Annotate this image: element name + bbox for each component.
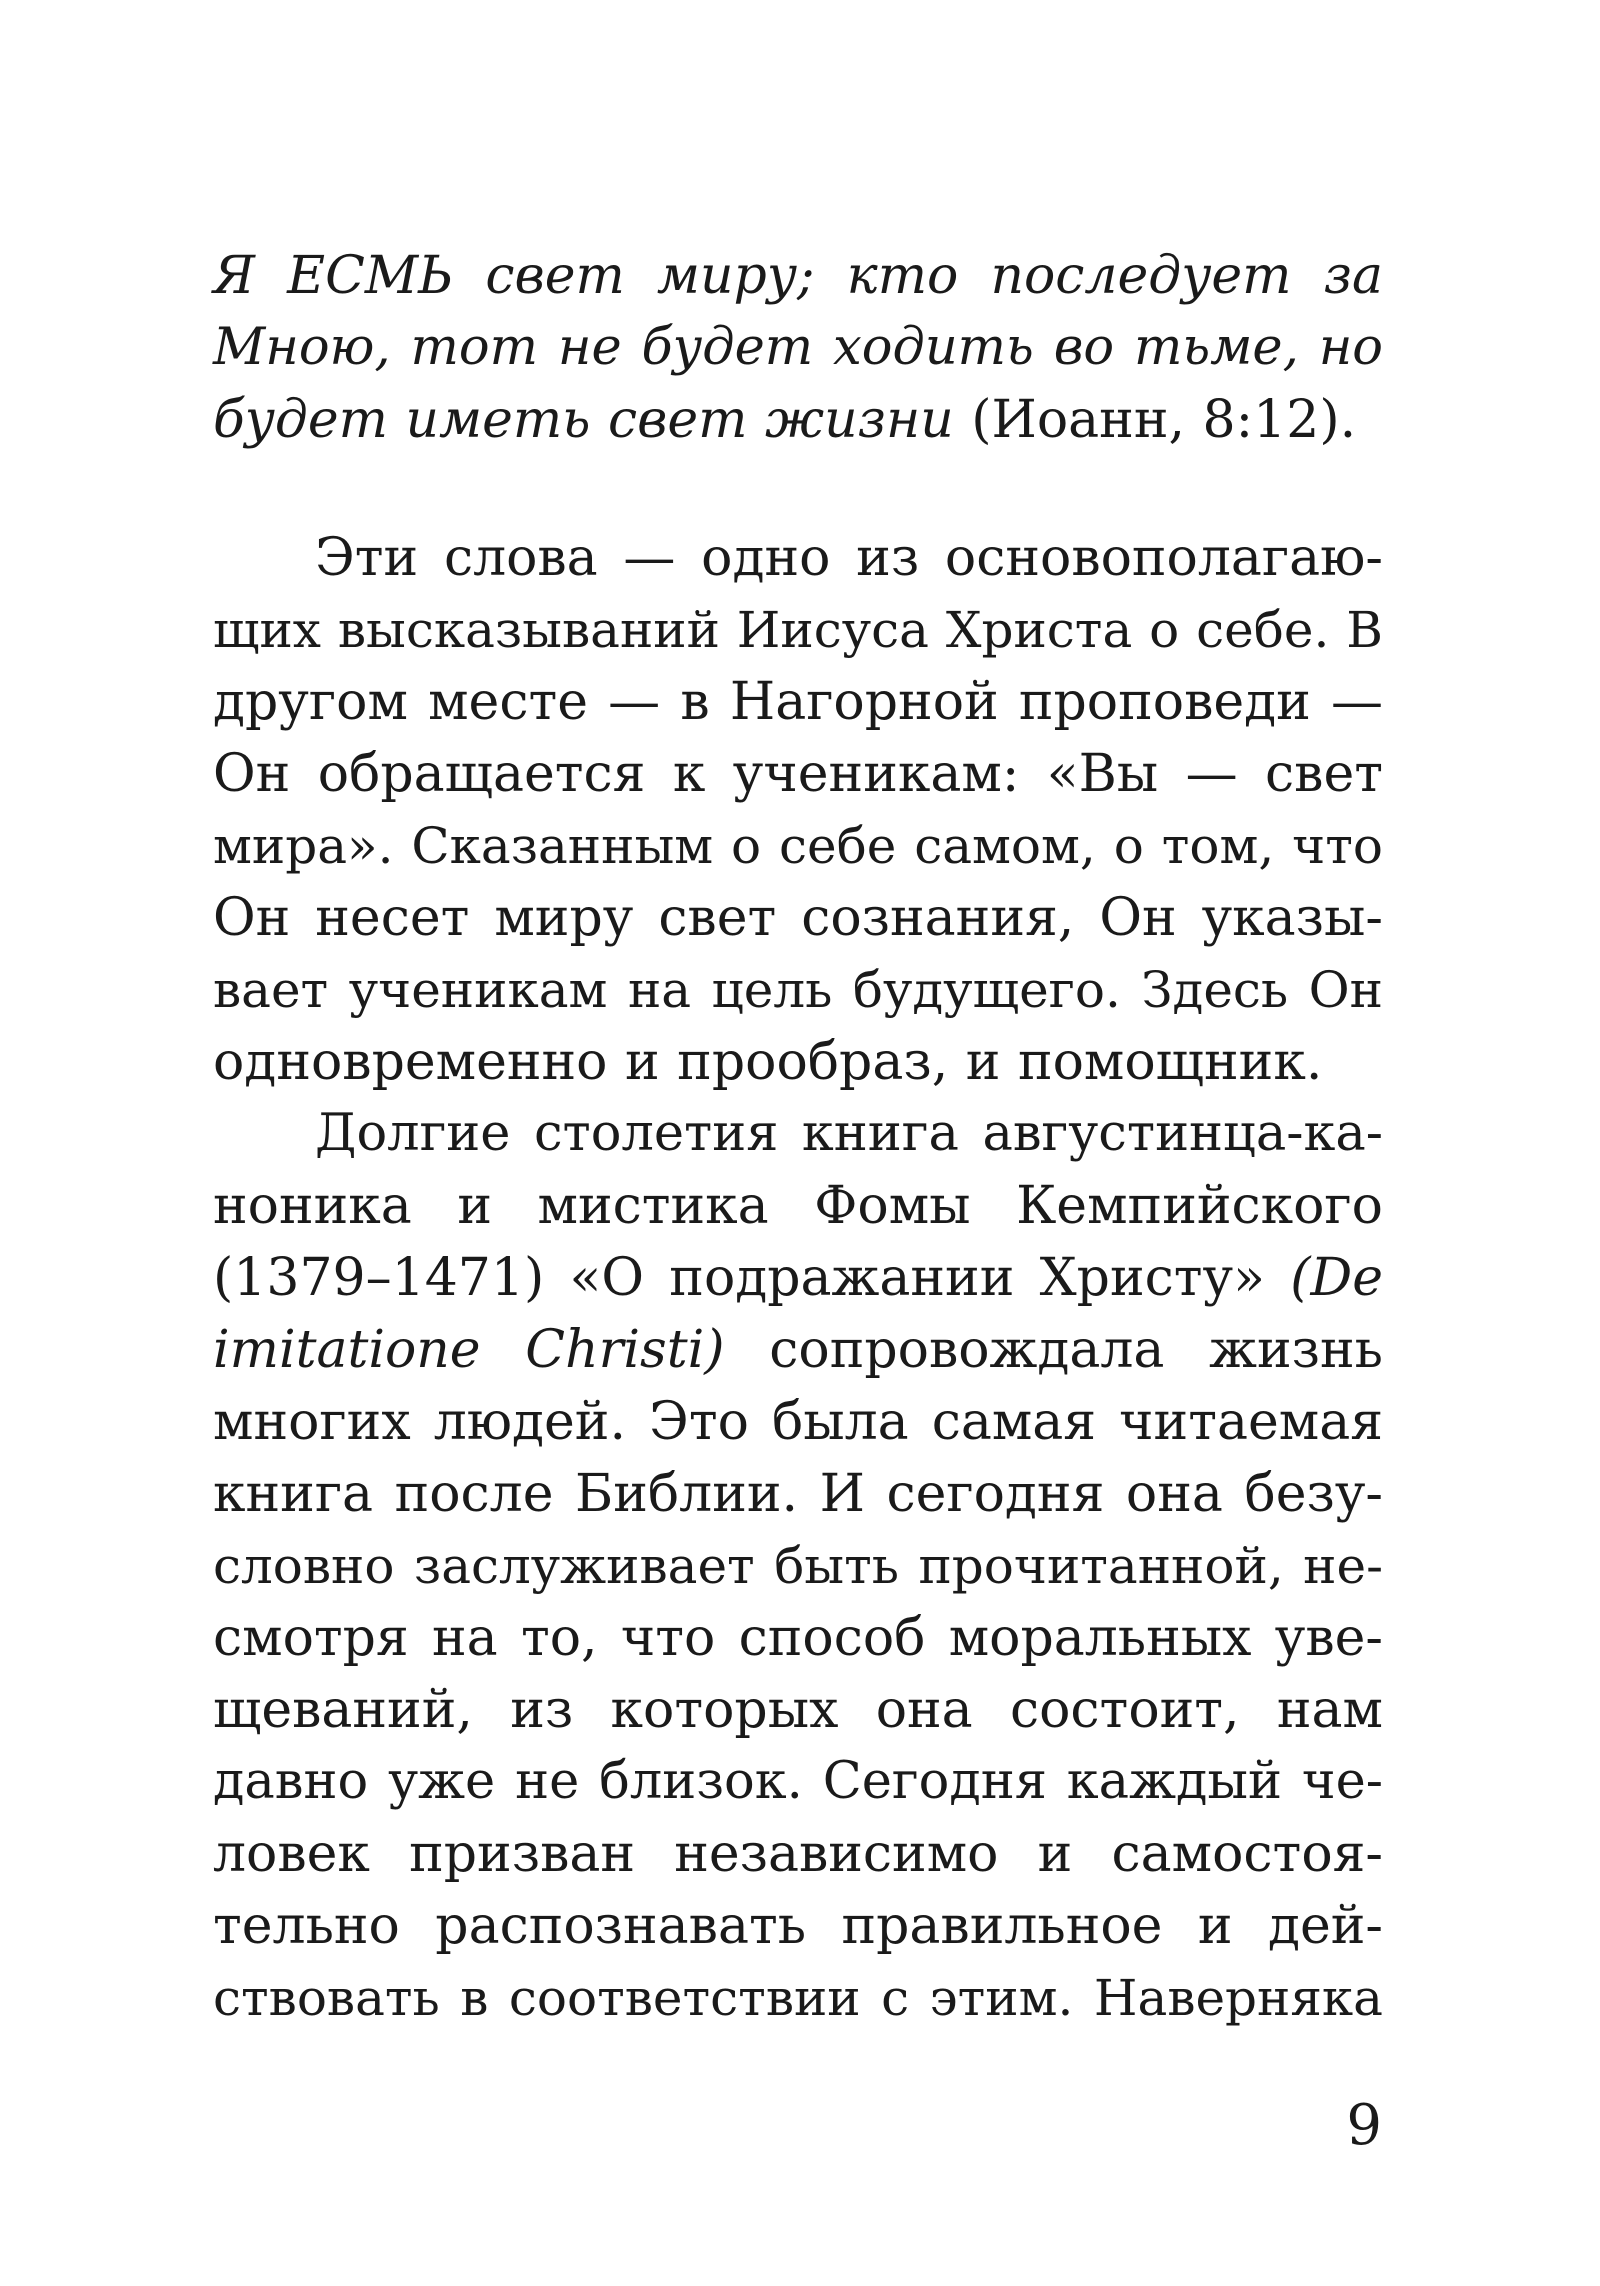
- paragraph-line: вает ученикам на цель будущего. Здесь Он: [213, 961, 1383, 1019]
- book-title-text: (1379–1471) «О подражании Христу»: [213, 1248, 1291, 1308]
- epigraph-quote-end: будет иметь свет жизни: [213, 390, 954, 450]
- paragraph-line: Эти слова — одно из основополагаю-: [315, 528, 1383, 588]
- paragraph-line: другом месте — в Нагорной проповеди —: [213, 672, 1383, 732]
- paragraph-line: Долгие столетия книга августинца-ка-: [315, 1104, 1383, 1163]
- paragraph-line: [213, 1314, 1383, 1386]
- paragraph-line: тельно распознавать правильное и дей-: [213, 1896, 1383, 1956]
- paragraph-line: [213, 1242, 1383, 1314]
- paragraph-line: мира». Сказанным о себе самом, о том, что: [213, 817, 1383, 875]
- paragraph-line: ловек призван независимо и самостоя-: [213, 1824, 1383, 1884]
- paragraph-line: щеваний, из которых она состоит, нам: [213, 1680, 1383, 1740]
- paragraph-line: ствовать в соответствии с этим. Наверняка: [213, 1969, 1383, 2027]
- paragraph-line: Он обращается к ученикам: «Вы — свет: [213, 744, 1383, 804]
- epigraph-line: Мною, тот не будет ходить во тьме, но: [213, 318, 1383, 377]
- epigraph-line: Я ЕСМЬ свет миру; кто последует за: [213, 246, 1383, 306]
- epigraph-line: [213, 384, 1383, 456]
- paragraph-line: щих высказываний Иисуса Христа о себе. В: [213, 601, 1383, 659]
- paragraph-line: смотря на то, что способ моральных уве-: [213, 1608, 1383, 1668]
- latin-title-end: imitatione Christi): [213, 1320, 725, 1380]
- paragraph-line: ноника и мистика Фомы Кемпийского: [213, 1176, 1383, 1236]
- epigraph-reference: (Иоанн, 8:12).: [953, 390, 1357, 450]
- page-number: 9: [1346, 2093, 1382, 2158]
- paragraph-line: одновременно и прообраз, и помощник.: [213, 1032, 1323, 1092]
- epigraph: [213, 240, 1383, 456]
- paragraph-line: Он несет миру свет сознания, Он указы-: [213, 888, 1383, 948]
- paragraph-line: давно уже не близок. Сегодня каждый че-: [213, 1752, 1383, 1811]
- body-text: [213, 522, 1383, 2034]
- paragraph-line: многих людей. Это была самая читаемая: [213, 1392, 1383, 1452]
- paragraph-line: словно заслуживает быть прочитанной, не-: [213, 1537, 1383, 1595]
- latin-title-start: (De: [1290, 1248, 1383, 1308]
- paragraph-line: книга после Библии. И сегодня она безу-: [213, 1464, 1383, 1524]
- paragraph-text: сопровождала жизнь: [724, 1320, 1383, 1380]
